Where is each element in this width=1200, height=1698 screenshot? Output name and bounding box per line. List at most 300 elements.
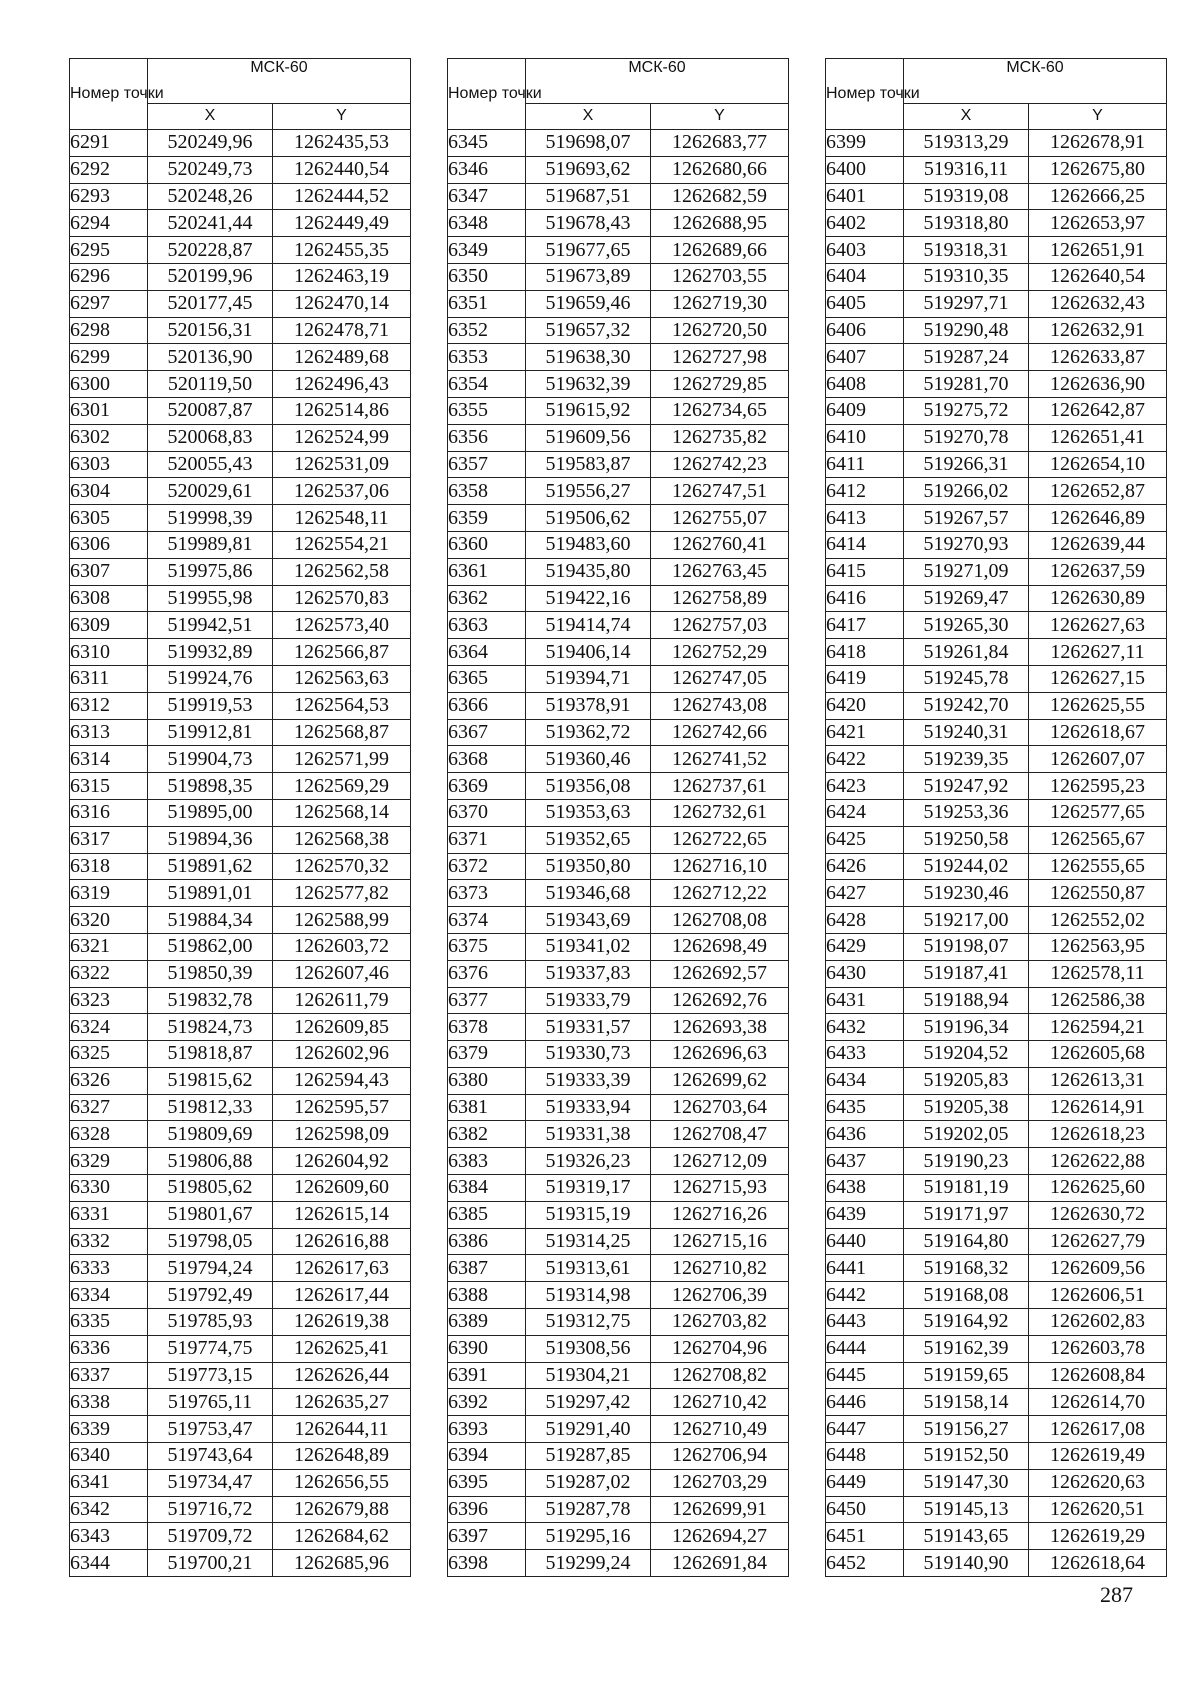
y-coordinate-cell: 1262604,92	[273, 1148, 411, 1175]
y-coordinate-cell: 1262554,21	[273, 531, 411, 558]
table-row	[70, 1014, 411, 1041]
y-coordinate-cell: 1262537,06	[273, 478, 411, 505]
y-coordinate-cell: 1262651,91	[1029, 237, 1167, 264]
table-row	[826, 263, 1167, 290]
table-row	[70, 1443, 411, 1470]
point-number-cell: 6410	[826, 424, 904, 451]
x-coordinate-cell: 519244,02	[904, 853, 1029, 880]
y-coordinate-cell: 1262743,08	[651, 692, 789, 719]
table-row	[826, 1094, 1167, 1121]
point-number-cell: 6414	[826, 531, 904, 558]
x-coordinate-cell: 519337,83	[526, 960, 651, 987]
table-row	[70, 1309, 411, 1336]
point-number-cell: 6359	[448, 505, 526, 532]
point-number-cell: 6378	[448, 1014, 526, 1041]
point-number-cell: 6427	[826, 880, 904, 907]
table-row	[448, 1309, 789, 1336]
x-coordinate-cell: 519698,07	[526, 130, 651, 157]
x-coordinate-cell: 519919,53	[148, 692, 273, 719]
table-row	[70, 1148, 411, 1175]
x-coordinate-cell: 519891,01	[148, 880, 273, 907]
x-coordinate-cell: 519891,62	[148, 853, 273, 880]
point-number-cell: 6389	[448, 1309, 526, 1336]
y-coordinate-cell: 1262617,08	[1029, 1416, 1167, 1443]
x-coordinate-cell: 519295,16	[526, 1523, 651, 1550]
y-coordinate-cell: 1262640,54	[1029, 263, 1167, 290]
table-row	[448, 585, 789, 612]
point-number-cell: 6452	[826, 1550, 904, 1577]
point-number-cell: 6429	[826, 933, 904, 960]
x-coordinate-cell: 519314,98	[526, 1282, 651, 1309]
table-row	[826, 531, 1167, 558]
y-coordinate-cell: 1262627,11	[1029, 639, 1167, 666]
x-coordinate-cell: 519159,65	[904, 1362, 1029, 1389]
y-coordinate-cell: 1262630,72	[1029, 1201, 1167, 1228]
point-number-cell: 6393	[448, 1416, 526, 1443]
point-number-cell: 6318	[70, 853, 148, 880]
table-row	[826, 1041, 1167, 1068]
x-coordinate-cell: 519341,02	[526, 933, 651, 960]
point-number-cell: 6308	[70, 585, 148, 612]
point-number-cell: 6402	[826, 210, 904, 237]
point-number-cell: 6327	[70, 1094, 148, 1121]
table-row	[826, 880, 1167, 907]
point-number-cell: 6337	[70, 1362, 148, 1389]
table-row	[448, 1389, 789, 1416]
point-number-cell: 6376	[448, 960, 526, 987]
y-coordinate-cell: 1262706,94	[651, 1443, 789, 1470]
y-coordinate-cell: 1262618,23	[1029, 1121, 1167, 1148]
x-coordinate-cell: 519291,40	[526, 1416, 651, 1443]
x-coordinate-cell: 519378,91	[526, 692, 651, 719]
x-coordinate-cell: 519217,00	[904, 907, 1029, 934]
coordinates-table-3	[825, 58, 1167, 1577]
point-number-cell: 6326	[70, 1067, 148, 1094]
point-number-cell: 6412	[826, 478, 904, 505]
table-row	[448, 799, 789, 826]
table-row	[448, 1523, 789, 1550]
x-coordinate-cell: 519753,47	[148, 1416, 273, 1443]
point-number-cell: 6431	[826, 987, 904, 1014]
y-coordinate-cell: 1262684,62	[273, 1523, 411, 1550]
table-row	[448, 237, 789, 264]
y-column-header: Y	[273, 103, 411, 129]
point-number-cell: 6374	[448, 907, 526, 934]
x-coordinate-cell: 519310,35	[904, 263, 1029, 290]
table-row	[70, 397, 411, 424]
y-coordinate-cell: 1262653,97	[1029, 210, 1167, 237]
y-coordinate-cell: 1262620,63	[1029, 1469, 1167, 1496]
y-coordinate-cell: 1262651,41	[1029, 424, 1167, 451]
y-coordinate-cell: 1262630,89	[1029, 585, 1167, 612]
table-row	[448, 344, 789, 371]
x-coordinate-cell: 519734,47	[148, 1469, 273, 1496]
point-number-cell: 6403	[826, 237, 904, 264]
table-row	[448, 1175, 789, 1202]
x-coordinate-cell: 519190,23	[904, 1148, 1029, 1175]
y-coordinate-cell: 1262689,66	[651, 237, 789, 264]
x-coordinate-cell: 519812,33	[148, 1094, 273, 1121]
x-coordinate-cell: 519894,36	[148, 826, 273, 853]
point-number-cell: 6321	[70, 933, 148, 960]
point-number-cell: 6296	[70, 263, 148, 290]
x-coordinate-cell: 519297,71	[904, 290, 1029, 317]
x-coordinate-cell: 519318,80	[904, 210, 1029, 237]
y-coordinate-cell: 1262577,65	[1029, 799, 1167, 826]
table-row	[70, 505, 411, 532]
point-number-cell: 6399	[826, 130, 904, 157]
y-coordinate-cell: 1262715,93	[651, 1175, 789, 1202]
y-coordinate-cell: 1262633,87	[1029, 344, 1167, 371]
x-coordinate-cell: 519250,58	[904, 826, 1029, 853]
x-coordinate-cell: 519809,69	[148, 1121, 273, 1148]
x-coordinate-cell: 519316,11	[904, 156, 1029, 183]
y-coordinate-cell: 1262693,38	[651, 1014, 789, 1041]
point-number-cell: 6360	[448, 531, 526, 558]
y-coordinate-cell: 1262732,61	[651, 799, 789, 826]
table-row	[448, 853, 789, 880]
y-coordinate-cell: 1262598,09	[273, 1121, 411, 1148]
table-row	[826, 1201, 1167, 1228]
x-coordinate-cell: 520119,50	[148, 371, 273, 398]
y-coordinate-cell: 1262708,08	[651, 907, 789, 934]
x-coordinate-cell: 519196,34	[904, 1014, 1029, 1041]
y-coordinate-cell: 1262691,84	[651, 1550, 789, 1577]
y-coordinate-cell: 1262699,91	[651, 1496, 789, 1523]
x-coordinate-cell: 520199,96	[148, 263, 273, 290]
table-row	[70, 451, 411, 478]
y-coordinate-cell: 1262627,15	[1029, 665, 1167, 692]
point-number-cell: 6293	[70, 183, 148, 210]
table-row	[70, 1067, 411, 1094]
table-row	[448, 317, 789, 344]
y-coordinate-cell: 1262568,87	[273, 719, 411, 746]
point-number-cell: 6428	[826, 907, 904, 934]
table-row	[826, 1067, 1167, 1094]
table-row	[826, 371, 1167, 398]
table-row	[826, 799, 1167, 826]
y-coordinate-cell: 1262755,07	[651, 505, 789, 532]
table-row	[448, 1255, 789, 1282]
y-coordinate-cell: 1262607,46	[273, 960, 411, 987]
point-number-cell: 6377	[448, 987, 526, 1014]
x-coordinate-cell: 520249,96	[148, 130, 273, 157]
table-row	[70, 1496, 411, 1523]
x-coordinate-cell: 519164,80	[904, 1228, 1029, 1255]
x-coordinate-cell: 519281,70	[904, 371, 1029, 398]
x-coordinate-cell: 519171,97	[904, 1201, 1029, 1228]
y-coordinate-cell: 1262696,63	[651, 1041, 789, 1068]
y-coordinate-cell: 1262555,65	[1029, 853, 1167, 880]
y-coordinate-cell: 1262712,22	[651, 880, 789, 907]
table-row	[826, 290, 1167, 317]
coordinates-table-1	[69, 58, 411, 1577]
table-row	[70, 130, 411, 157]
y-coordinate-cell: 1262757,03	[651, 612, 789, 639]
y-coordinate-cell: 1262616,88	[273, 1228, 411, 1255]
y-coordinate-cell: 1262618,64	[1029, 1550, 1167, 1577]
y-coordinate-cell: 1262719,30	[651, 290, 789, 317]
point-number-cell: 6448	[826, 1443, 904, 1470]
x-coordinate-cell: 519343,69	[526, 907, 651, 934]
y-coordinate-cell: 1262605,68	[1029, 1041, 1167, 1068]
table-row	[826, 987, 1167, 1014]
table-row	[70, 1416, 411, 1443]
x-coordinate-cell: 520136,90	[148, 344, 273, 371]
x-column-header: X	[526, 103, 651, 129]
point-number-cell: 6332	[70, 1228, 148, 1255]
y-coordinate-cell: 1262552,02	[1029, 907, 1167, 934]
point-number-cell: 6351	[448, 290, 526, 317]
table-row	[448, 1443, 789, 1470]
x-coordinate-cell: 519806,88	[148, 1148, 273, 1175]
x-coordinate-cell: 519162,39	[904, 1335, 1029, 1362]
y-coordinate-cell: 1262710,49	[651, 1416, 789, 1443]
y-coordinate-cell: 1262577,82	[273, 880, 411, 907]
table-row	[826, 505, 1167, 532]
table-row	[826, 1443, 1167, 1470]
table-row	[826, 719, 1167, 746]
y-coordinate-cell: 1262741,52	[651, 746, 789, 773]
x-coordinate-cell: 519924,76	[148, 665, 273, 692]
point-number-cell: 6339	[70, 1416, 148, 1443]
page-number: 287	[1100, 1582, 1133, 1607]
x-coordinate-cell: 519330,73	[526, 1041, 651, 1068]
y-coordinate-cell: 1262594,43	[273, 1067, 411, 1094]
point-number-cell: 6341	[70, 1469, 148, 1496]
y-coordinate-cell: 1262489,68	[273, 344, 411, 371]
x-coordinate-cell: 519204,52	[904, 1041, 1029, 1068]
y-coordinate-cell: 1262455,35	[273, 237, 411, 264]
table-row	[448, 451, 789, 478]
point-number-cell: 6425	[826, 826, 904, 853]
point-number-cell: 6386	[448, 1228, 526, 1255]
table-row	[826, 156, 1167, 183]
y-coordinate-cell: 1262524,99	[273, 424, 411, 451]
x-coordinate-cell: 519678,43	[526, 210, 651, 237]
y-coordinate-cell: 1262752,29	[651, 639, 789, 666]
x-coordinate-cell: 519394,71	[526, 665, 651, 692]
point-number-cell: 6397	[448, 1523, 526, 1550]
x-coordinate-cell: 519773,15	[148, 1362, 273, 1389]
table-row	[70, 1255, 411, 1282]
y-coordinate-cell: 1262652,87	[1029, 478, 1167, 505]
x-coordinate-cell: 519998,39	[148, 505, 273, 532]
table-row	[826, 424, 1167, 451]
table-row	[826, 773, 1167, 800]
table-row	[70, 1469, 411, 1496]
y-coordinate-cell: 1262694,27	[651, 1523, 789, 1550]
y-coordinate-cell: 1262747,05	[651, 665, 789, 692]
point-number-cell: 6312	[70, 692, 148, 719]
table-row	[448, 183, 789, 210]
x-coordinate-cell: 520055,43	[148, 451, 273, 478]
x-coordinate-cell: 519267,57	[904, 505, 1029, 532]
y-coordinate-cell: 1262614,70	[1029, 1389, 1167, 1416]
table-row	[826, 397, 1167, 424]
point-number-cell: 6335	[70, 1309, 148, 1336]
point-number-cell: 6297	[70, 290, 148, 317]
table-row	[448, 478, 789, 505]
table-row	[448, 1121, 789, 1148]
point-number-cell: 6432	[826, 1014, 904, 1041]
point-number-cell: 6303	[70, 451, 148, 478]
x-coordinate-cell: 519989,81	[148, 531, 273, 558]
point-number-cell: 6342	[70, 1496, 148, 1523]
x-coordinate-cell: 519269,47	[904, 585, 1029, 612]
y-coordinate-cell: 1262683,77	[651, 130, 789, 157]
point-number-cell: 6416	[826, 585, 904, 612]
y-coordinate-cell: 1262637,59	[1029, 558, 1167, 585]
y-coordinate-cell: 1262646,89	[1029, 505, 1167, 532]
table-row	[448, 424, 789, 451]
x-coordinate-cell: 519353,63	[526, 799, 651, 826]
y-coordinate-cell: 1262758,89	[651, 585, 789, 612]
table-row	[70, 692, 411, 719]
y-coordinate-cell: 1262716,26	[651, 1201, 789, 1228]
table-row	[826, 1148, 1167, 1175]
x-coordinate-cell: 519912,81	[148, 719, 273, 746]
table-row	[70, 531, 411, 558]
y-coordinate-cell: 1262675,80	[1029, 156, 1167, 183]
x-coordinate-cell: 519168,32	[904, 1255, 1029, 1282]
x-coordinate-cell: 519152,50	[904, 1443, 1029, 1470]
table-row	[448, 907, 789, 934]
x-coordinate-cell: 519331,57	[526, 1014, 651, 1041]
x-coordinate-cell: 519205,38	[904, 1094, 1029, 1121]
x-coordinate-cell: 519315,19	[526, 1201, 651, 1228]
point-number-cell: 6305	[70, 505, 148, 532]
table-row	[70, 317, 411, 344]
point-number-cell: 6338	[70, 1389, 148, 1416]
table-row	[448, 692, 789, 719]
point-number-cell: 6433	[826, 1041, 904, 1068]
table-row	[826, 960, 1167, 987]
x-coordinate-cell: 519435,80	[526, 558, 651, 585]
y-coordinate-cell: 1262606,51	[1029, 1282, 1167, 1309]
x-coordinate-cell: 519270,93	[904, 531, 1029, 558]
x-coordinate-cell: 519319,08	[904, 183, 1029, 210]
y-coordinate-cell: 1262627,63	[1029, 612, 1167, 639]
x-coordinate-cell: 519792,49	[148, 1282, 273, 1309]
table-row	[70, 826, 411, 853]
table-row	[826, 558, 1167, 585]
x-coordinate-cell: 520087,87	[148, 397, 273, 424]
point-number-cell: 6356	[448, 424, 526, 451]
y-coordinate-cell: 1262594,21	[1029, 1014, 1167, 1041]
point-number-cell: 6379	[448, 1041, 526, 1068]
x-coordinate-cell: 519266,31	[904, 451, 1029, 478]
x-coordinate-cell: 519314,25	[526, 1228, 651, 1255]
x-coordinate-cell: 520177,45	[148, 290, 273, 317]
y-coordinate-cell: 1262514,86	[273, 397, 411, 424]
point-number-cell: 6419	[826, 665, 904, 692]
point-number-cell: 6352	[448, 317, 526, 344]
table-row	[826, 907, 1167, 934]
x-coordinate-cell: 519287,24	[904, 344, 1029, 371]
table-row	[70, 1362, 411, 1389]
point-number-cell: 6440	[826, 1228, 904, 1255]
y-coordinate-cell: 1262706,39	[651, 1282, 789, 1309]
x-coordinate-cell: 519677,65	[526, 237, 651, 264]
x-coordinate-cell: 519815,62	[148, 1067, 273, 1094]
point-number-cell: 6426	[826, 853, 904, 880]
point-number-cell: 6344	[70, 1550, 148, 1577]
point-number-cell: 6405	[826, 290, 904, 317]
y-coordinate-cell: 1262569,29	[273, 773, 411, 800]
x-coordinate-cell: 519673,89	[526, 263, 651, 290]
y-coordinate-cell: 1262578,11	[1029, 960, 1167, 987]
y-coordinate-cell: 1262478,71	[273, 317, 411, 344]
table-row	[448, 1282, 789, 1309]
table-row	[70, 1121, 411, 1148]
x-coordinate-cell: 519832,78	[148, 987, 273, 1014]
x-coordinate-cell: 519422,16	[526, 585, 651, 612]
table-row	[448, 531, 789, 558]
point-number-cell: 6343	[70, 1523, 148, 1550]
table-row	[70, 665, 411, 692]
x-coordinate-cell: 519205,83	[904, 1067, 1029, 1094]
table-row	[70, 612, 411, 639]
x-coordinate-cell: 519687,51	[526, 183, 651, 210]
y-coordinate-cell: 1262470,14	[273, 290, 411, 317]
table-row	[70, 290, 411, 317]
y-coordinate-cell: 1262636,90	[1029, 371, 1167, 398]
y-coordinate-cell: 1262688,95	[651, 210, 789, 237]
y-coordinate-cell: 1262435,53	[273, 130, 411, 157]
table-row	[826, 1416, 1167, 1443]
point-number-cell: 6317	[70, 826, 148, 853]
table-row	[448, 960, 789, 987]
point-number-cell: 6424	[826, 799, 904, 826]
x-coordinate-cell: 519506,62	[526, 505, 651, 532]
y-coordinate-cell: 1262635,27	[273, 1389, 411, 1416]
x-coordinate-cell: 519188,94	[904, 987, 1029, 1014]
table-row	[70, 773, 411, 800]
table-row	[70, 558, 411, 585]
table-row	[70, 1201, 411, 1228]
y-coordinate-cell: 1262603,72	[273, 933, 411, 960]
y-coordinate-cell: 1262632,43	[1029, 290, 1167, 317]
table-row	[70, 987, 411, 1014]
x-coordinate-cell: 519239,35	[904, 746, 1029, 773]
x-coordinate-cell: 519140,90	[904, 1550, 1029, 1577]
table-row	[70, 585, 411, 612]
x-coordinate-cell: 520249,73	[148, 156, 273, 183]
y-coordinate-cell: 1262444,52	[273, 183, 411, 210]
x-coordinate-cell: 519187,41	[904, 960, 1029, 987]
table-row	[448, 505, 789, 532]
table-row	[70, 371, 411, 398]
point-number-cell: 6408	[826, 371, 904, 398]
table-row	[448, 639, 789, 666]
x-coordinate-cell: 519862,00	[148, 933, 273, 960]
table-row	[826, 130, 1167, 157]
y-coordinate-cell: 1262531,09	[273, 451, 411, 478]
x-coordinate-cell: 519774,75	[148, 1335, 273, 1362]
point-number-cell: 6370	[448, 799, 526, 826]
table-row	[448, 130, 789, 157]
point-number-cell: 6345	[448, 130, 526, 157]
point-number-header: Номер точки	[448, 59, 526, 130]
table-row	[70, 1335, 411, 1362]
x-coordinate-cell: 519904,73	[148, 746, 273, 773]
x-coordinate-cell: 519181,19	[904, 1175, 1029, 1202]
x-coordinate-cell: 519287,85	[526, 1443, 651, 1470]
point-number-cell: 6451	[826, 1523, 904, 1550]
x-coordinate-cell: 519483,60	[526, 531, 651, 558]
point-number-cell: 6355	[448, 397, 526, 424]
